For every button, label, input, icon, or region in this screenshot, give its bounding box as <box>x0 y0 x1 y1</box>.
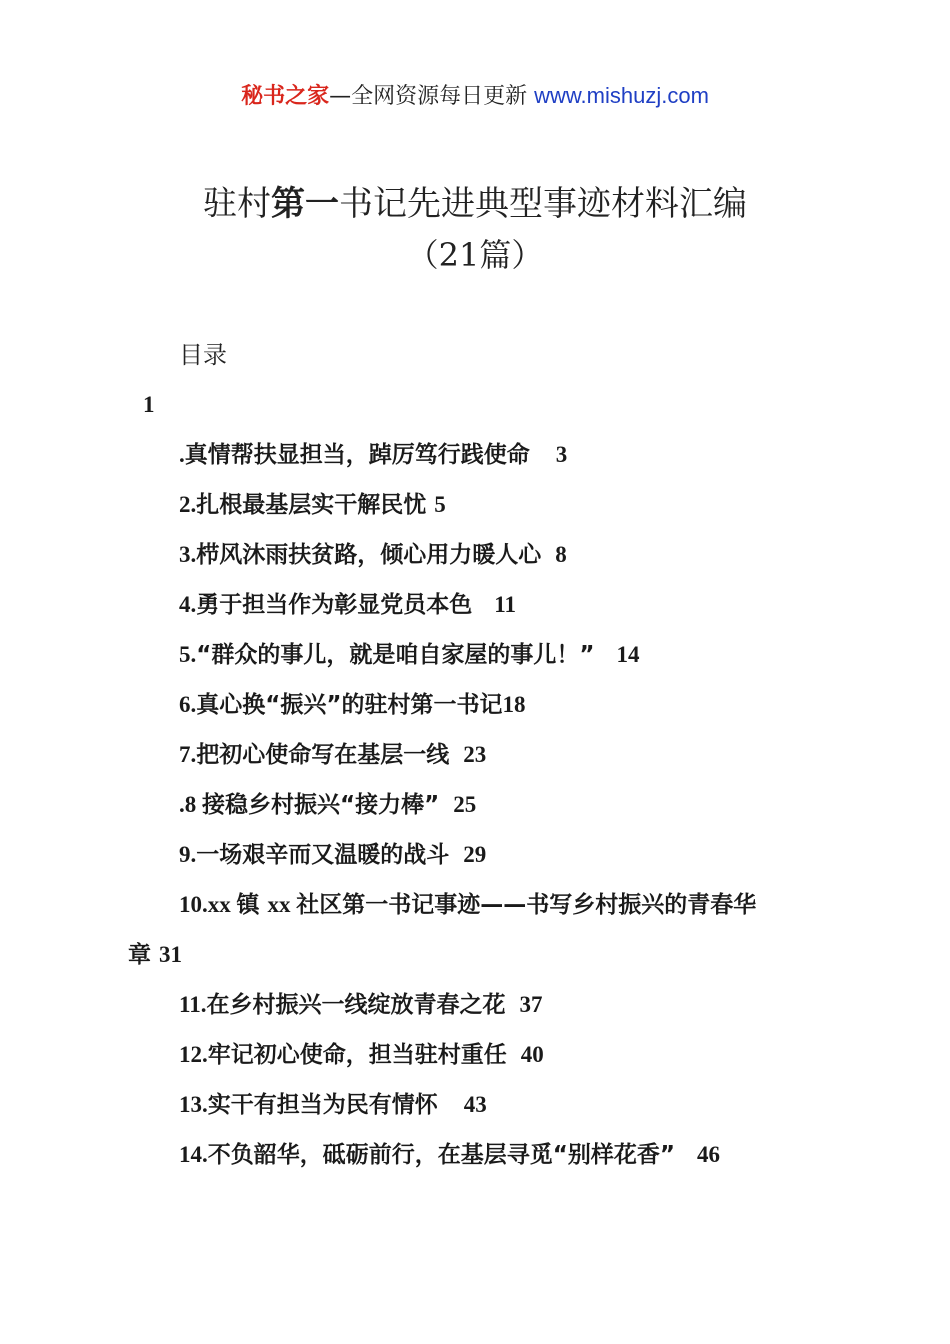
toc-line-title: 不负韶华，砥砺前行，在基层寻觅“别样花香” <box>207 1142 675 1168</box>
toc-line <box>179 835 486 875</box>
toc-line-title: 镇 <box>236 892 268 918</box>
toc-line <box>179 585 516 625</box>
toc-line-title: 牢记初心使命，担当驻村重任 <box>207 1042 507 1068</box>
document-subtitle: （21篇） <box>406 236 544 274</box>
toc-line <box>179 685 525 725</box>
toc-line-title: 真情帮扶显担当，踔厉笃行践使命 <box>184 442 530 468</box>
toc-line-title: 章 <box>128 942 160 968</box>
toc-line-title: 真心换“振兴”的驻村第一书记 <box>196 692 503 718</box>
toc-line <box>143 385 155 425</box>
toc-line <box>128 935 182 975</box>
toc-line-number: 12. <box>179 1042 208 1067</box>
toc-line-number: 4. <box>179 592 197 617</box>
toc-line <box>179 435 567 475</box>
toc-line-title: 勇于担当作为彰显党员本色 <box>196 592 473 618</box>
toc-line-page: 5 <box>434 492 446 517</box>
toc-line-page: 3 <box>555 442 568 467</box>
document-title <box>0 180 950 228</box>
toc-line-number: 7. <box>179 742 197 767</box>
toc-line <box>179 485 446 525</box>
toc-line <box>179 885 756 925</box>
toc-line-page: 11 <box>494 592 516 617</box>
toc-line-title: 实干有担当为民有情怀 <box>207 1092 438 1118</box>
title-part-1: 驻村 <box>203 184 271 224</box>
title-part-3: 书记先进典型事迹材料汇编 <box>339 184 747 224</box>
toc-line-page: 25 <box>453 792 477 817</box>
toc-line-title: 在乡村振兴一线绽放青春之花 <box>206 992 506 1018</box>
toc-line <box>179 535 567 575</box>
toc-line-page: 23 <box>463 742 487 767</box>
toc-line <box>179 785 476 825</box>
toc-line-number: xx <box>267 892 297 917</box>
site-brand: 秘书之家 <box>241 84 330 109</box>
toc-line <box>179 1035 544 1075</box>
toc-line-title: 把初心使命写在基层一线 <box>196 742 450 768</box>
toc-line-number: 3. <box>179 542 197 567</box>
site-slogan: —全网资源每日更新 <box>329 84 535 109</box>
toc-line-page: 46 <box>697 1142 720 1167</box>
toc-line <box>179 1135 720 1175</box>
site-url[interactable]: www.mishuzj.com <box>534 83 709 108</box>
toc-line-page: 37 <box>519 992 543 1017</box>
site-header <box>0 80 950 113</box>
toc-line-number: 9. <box>179 842 197 867</box>
toc-line-title: “群众的事儿，就是咱自家屋的事儿！” <box>196 642 595 668</box>
toc-line-page: 29 <box>463 842 487 867</box>
toc-line <box>179 635 640 675</box>
toc-heading: 目录 <box>179 341 227 369</box>
toc-line-number: 1 <box>143 392 155 417</box>
toc-line-number: 11. <box>179 992 207 1017</box>
toc-line-number: 6. <box>179 692 197 717</box>
title-part-2: 第一 <box>271 184 339 224</box>
toc-line-title: 社区第一书记事迹——书写乡村振兴的青春华 <box>296 892 757 918</box>
toc-line-page: 14 <box>616 642 640 667</box>
toc-line-number: 5. <box>179 642 197 667</box>
toc-line-title: 扎根最基层实干解民忧 <box>196 492 427 518</box>
toc-line-number: 14. <box>179 1142 208 1167</box>
toc-line <box>179 735 486 775</box>
toc-line-page: 31 <box>159 942 183 967</box>
toc-line-number: 13. <box>179 1092 208 1117</box>
toc-line <box>179 1085 487 1125</box>
toc-line-page: 8 <box>555 542 567 567</box>
toc-line-page: 40 <box>520 1042 544 1067</box>
toc-line <box>179 985 543 1025</box>
toc-line-title: 栉风沐雨扶贫路，倾心用力暖人心 <box>196 542 542 568</box>
toc-line-number: 2. <box>179 492 197 517</box>
toc-line-title: 一场艰辛而又温暖的战斗 <box>196 842 450 868</box>
toc-line-number: 10.xx <box>179 892 237 917</box>
toc-line-number: .8 <box>179 792 202 817</box>
toc-line-page: 18 <box>502 692 526 717</box>
toc-line-title: 接稳乡村振兴“接力棒” <box>202 792 440 818</box>
toc-line-number: . <box>179 442 185 467</box>
toc-line-page: 43 <box>463 1092 487 1117</box>
